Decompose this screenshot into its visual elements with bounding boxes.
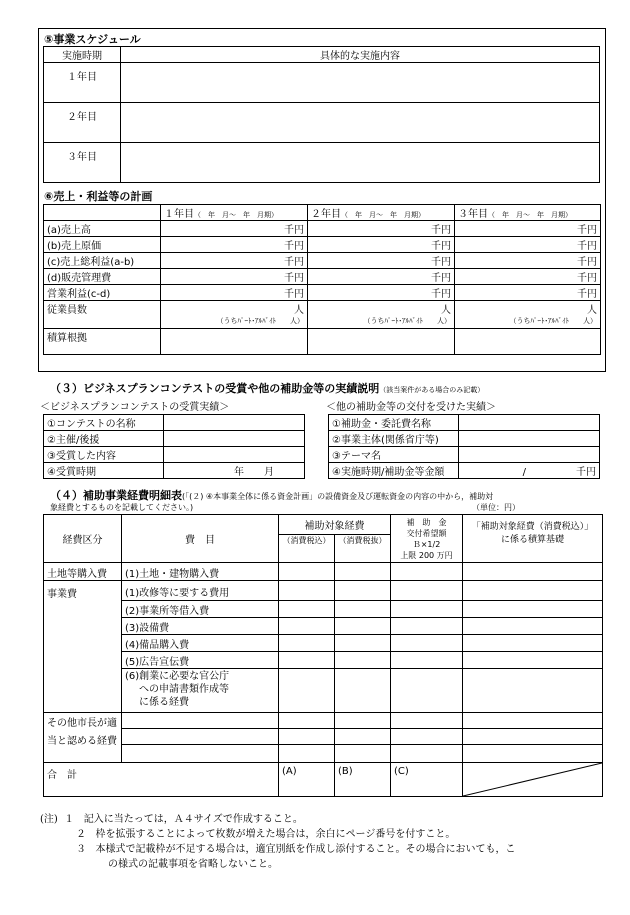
staff-unit: 人 <box>587 305 597 316</box>
subsidy-cell[interactable] <box>459 447 600 463</box>
contest-row-label: ④受賞時期 <box>44 463 164 479</box>
head-category: 経費区分 <box>44 515 122 563</box>
expense-cell[interactable] <box>391 563 463 581</box>
expense-cell[interactable] <box>391 618 463 635</box>
item-business-6 <box>122 669 279 713</box>
expense-cell[interactable] <box>279 669 335 713</box>
section3-title-text: （３）ビジネスプランコンテストの受賞や他の補助金等の実績説明 <box>50 382 380 395</box>
sales-cell[interactable]: 千円 <box>455 253 601 269</box>
item-6-line: への申請書類作成等 <box>139 684 229 695</box>
item-6-line: に係る経費 <box>139 697 189 708</box>
subsidy-row-label: ④実施時期/補助金等金額 <box>329 463 459 479</box>
expense-cell[interactable] <box>335 729 391 745</box>
staff-cell[interactable] <box>455 301 601 329</box>
schedule-detail-3[interactable] <box>121 143 600 183</box>
note-num: ３ <box>76 844 86 855</box>
schedule-col-detail: 具体的な実施内容 <box>121 47 600 63</box>
head-basis-1: 「補助対象経費（消費税込）」 <box>471 522 594 532</box>
sales-row-label: (b)売上原価 <box>44 237 161 253</box>
sales-year-3-header: ３年目（ 年 月～ 年 月期） <box>455 205 601 221</box>
contest-row-label: ③受賞した内容 <box>44 447 164 463</box>
total-c[interactable]: (C) <box>391 763 463 797</box>
head-grant-2: 交付希望額 <box>406 529 447 538</box>
total-a[interactable]: (A) <box>279 763 335 797</box>
sales-cell[interactable]: 千円 <box>161 269 308 285</box>
expense-cell[interactable] <box>279 601 335 618</box>
contest-row-label: ②主催/後援 <box>44 431 164 447</box>
sales-cell[interactable]: 千円 <box>161 253 308 269</box>
subsidy-table <box>328 414 600 479</box>
sales-corner <box>44 205 161 221</box>
section4-unit: （単位：円） <box>472 503 520 512</box>
schedule-year-1: １年目 <box>44 63 121 103</box>
expense-cell[interactable] <box>463 729 603 745</box>
other-item-cell[interactable] <box>122 745 279 763</box>
right-caption: ＜他の補助金等の交付を受けた実績＞ <box>326 402 496 413</box>
other-item-cell[interactable] <box>122 713 279 729</box>
note-prefix: (注) <box>40 814 58 825</box>
sales-row-label: (d)販売管理費 <box>44 269 161 285</box>
notes <box>40 812 615 872</box>
expense-cell[interactable] <box>463 618 603 635</box>
note-1 <box>40 812 615 827</box>
expense-cell[interactable] <box>391 581 463 601</box>
head-item: 費 目 <box>122 515 279 563</box>
expense-cell[interactable] <box>463 635 603 652</box>
expense-cell[interactable] <box>391 635 463 652</box>
schedule-year-2: ２年目 <box>44 103 121 143</box>
expense-cell[interactable] <box>463 601 603 618</box>
cat-land: 土地等購入費 <box>44 563 122 581</box>
expense-cell[interactable] <box>279 713 335 729</box>
sales-table <box>43 204 601 355</box>
note-text: 本様式で記載枠が不足する場合は，適宜別紙を作成し添付すること。その場合においても，こ <box>95 844 516 855</box>
sales-cell[interactable]: 千円 <box>161 285 308 301</box>
sales-cell[interactable]: 千円 <box>455 285 601 301</box>
expense-cell[interactable] <box>463 745 603 763</box>
sales-cell[interactable]: 千円 <box>455 269 601 285</box>
expense-cell[interactable] <box>279 652 335 669</box>
schedule-year-3: ３年目 <box>44 143 121 183</box>
staff-sub: （うちﾊﾟｰﾄ･ｱﾙﾊﾞｲﾄ 人） <box>509 317 597 325</box>
schedule-detail-2[interactable] <box>121 103 600 143</box>
head-grant <box>391 515 463 563</box>
cat-business: 事業費 <box>44 581 122 713</box>
head-grant-4: 上限 200 万円 <box>400 551 453 560</box>
subsidy-amount-cell[interactable]: / 千円 <box>459 463 600 479</box>
expense-cell[interactable] <box>279 618 335 635</box>
left-caption: ＜ビジネスプランコンテストの受賞実績＞ <box>40 402 230 413</box>
staff-unit: 人 <box>294 305 304 316</box>
schedule-heading: ⑤事業スケジュール <box>44 33 141 46</box>
sales-year-1-header: １年目（ 年 月～ 年 月期） <box>161 205 308 221</box>
section4-title-note-1: (「(２) ④本事業全体に係る資金計画」の設備資金及び運転資金の内容の中から，補助対 <box>182 492 494 501</box>
expense-table <box>43 514 603 797</box>
expense-cell[interactable] <box>463 563 603 581</box>
expense-cell[interactable] <box>391 669 463 713</box>
contest-cell[interactable] <box>164 415 305 431</box>
other-item-cell[interactable] <box>122 729 279 745</box>
expense-cell[interactable] <box>279 563 335 581</box>
contest-cell[interactable] <box>164 447 305 463</box>
sales-heading: ⑥売上・利益等の計画 <box>44 190 153 203</box>
sales-cell[interactable]: 千円 <box>308 237 455 253</box>
sales-year-2-header: ２年目（ 年 月～ 年 月期） <box>308 205 455 221</box>
sales-row-label: 営業利益(c-d) <box>44 285 161 301</box>
expense-cell[interactable] <box>279 729 335 745</box>
section3-title <box>50 380 484 396</box>
staff-sub: （うちﾊﾟｰﾄ･ｱﾙﾊﾞｲﾄ 人） <box>216 317 304 325</box>
staff-cell[interactable] <box>308 301 455 329</box>
subsidy-cell[interactable] <box>459 415 600 431</box>
head-subsidy: 補助対象経費 <box>279 515 391 535</box>
sales-cell[interactable]: 千円 <box>455 237 601 253</box>
expense-cell[interactable] <box>335 745 391 763</box>
section4-title <box>50 487 493 503</box>
sales-row-label: (c)売上総利益(a-b) <box>44 253 161 269</box>
total-b[interactable]: (B) <box>335 763 391 797</box>
expense-cell[interactable] <box>391 601 463 618</box>
cat-other-2: 当と認める経費 <box>47 736 117 747</box>
note-num: １ <box>64 814 75 825</box>
expense-cell[interactable] <box>463 669 603 713</box>
note-text: 記入に当たっては，Ａ４サイズで作成すること。 <box>83 814 303 825</box>
schedule-detail-1[interactable] <box>121 63 600 103</box>
section4-title-text: （４）補助事業経費明細表 <box>50 489 182 502</box>
expense-cell[interactable] <box>335 652 391 669</box>
expense-cell[interactable] <box>279 635 335 652</box>
schedule-col-period: 実施時期 <box>44 47 121 63</box>
section4-title-note-2: 象経費とするものを記載してください。) <box>50 503 194 512</box>
contest-table <box>43 414 305 479</box>
sales-cell[interactable]: 千円 <box>308 221 455 237</box>
diagonal-line <box>463 763 602 796</box>
expense-cell[interactable] <box>391 729 463 745</box>
sales-cell[interactable]: 千円 <box>161 237 308 253</box>
head-excl: （消費税抜） <box>335 535 391 563</box>
section3-title-note: （該当案件がある場合のみ記載） <box>379 386 485 394</box>
note-2 <box>40 827 615 842</box>
item-business: (4)備品購入費 <box>122 635 279 652</box>
item-6-line: (6)創業に必要な官公庁 <box>125 671 230 682</box>
expense-cell[interactable] <box>391 652 463 669</box>
item-business: (1)改修等に要する費用 <box>122 581 279 601</box>
head-incl: （消費税込） <box>279 535 335 563</box>
basis-cell[interactable] <box>161 329 308 355</box>
schedule-table <box>43 46 600 183</box>
item-business: (5)広告宣伝費 <box>122 652 279 669</box>
expense-cell[interactable] <box>391 745 463 763</box>
total-basis-crossed <box>463 763 603 797</box>
sales-row-label: (a)売上高 <box>44 221 161 237</box>
expense-cell[interactable] <box>335 635 391 652</box>
expense-cell[interactable] <box>463 652 603 669</box>
sales-cell[interactable]: 千円 <box>455 221 601 237</box>
head-basis <box>463 515 603 563</box>
expense-cell[interactable] <box>335 581 391 601</box>
note-text: 枠を拡張することによって枚数が増えた場合は，余白にページ番号を付すこと。 <box>95 829 456 840</box>
subsidy-row-label: ②事業主体(関係省庁等) <box>329 431 459 447</box>
head-basis-2: に係る積算基礎 <box>500 535 564 545</box>
subsidy-row-label: ①補助金・委託費名称 <box>329 415 459 431</box>
expense-cell[interactable] <box>463 581 603 601</box>
cat-other <box>44 713 122 763</box>
basis-label: 積算根拠 <box>44 329 161 355</box>
expense-cell[interactable] <box>463 713 603 729</box>
item-business: (2)事業所等借入費 <box>122 601 279 618</box>
note-3 <box>40 842 615 857</box>
cat-other-1: その他市長が適 <box>47 718 117 729</box>
staff-sub: （うちﾊﾟｰﾄ･ｱﾙﾊﾞｲﾄ 人） <box>363 317 451 325</box>
expense-cell[interactable] <box>335 669 391 713</box>
contest-date-cell[interactable]: 年 月 <box>164 463 305 479</box>
contest-cell[interactable] <box>164 431 305 447</box>
head-grant-3: Ｂ×1/2 <box>412 540 441 549</box>
expense-cell[interactable] <box>391 713 463 729</box>
staff-cell[interactable] <box>161 301 308 329</box>
item-business: (3)設備費 <box>122 618 279 635</box>
sales-cell[interactable]: 千円 <box>308 269 455 285</box>
sales-cell[interactable]: 千円 <box>308 285 455 301</box>
subsidy-row-label: ③テーマ名 <box>329 447 459 463</box>
sales-cell[interactable]: 千円 <box>161 221 308 237</box>
expense-cell[interactable] <box>335 563 391 581</box>
note-num: ２ <box>76 829 86 840</box>
expense-cell[interactable] <box>279 581 335 601</box>
expense-cell[interactable] <box>279 745 335 763</box>
contest-row-label: ①コンテストの名称 <box>44 415 164 431</box>
total-label: 合 計 <box>44 763 279 797</box>
head-grant-1: 補 助 金 <box>406 518 447 527</box>
expense-cell[interactable] <box>335 713 391 729</box>
subsidy-cell[interactable] <box>459 431 600 447</box>
expense-cell[interactable] <box>335 601 391 618</box>
item-land: (1)土地・建物購入費 <box>122 563 279 581</box>
basis-cell[interactable] <box>455 329 601 355</box>
expense-cell[interactable] <box>335 618 391 635</box>
note-3-cont: の様式の記載事項を省略しないこと。 <box>108 859 278 870</box>
basis-cell[interactable] <box>308 329 455 355</box>
sales-cell[interactable]: 千円 <box>308 253 455 269</box>
staff-label: 従業員数 <box>44 301 161 329</box>
staff-unit: 人 <box>441 305 451 316</box>
